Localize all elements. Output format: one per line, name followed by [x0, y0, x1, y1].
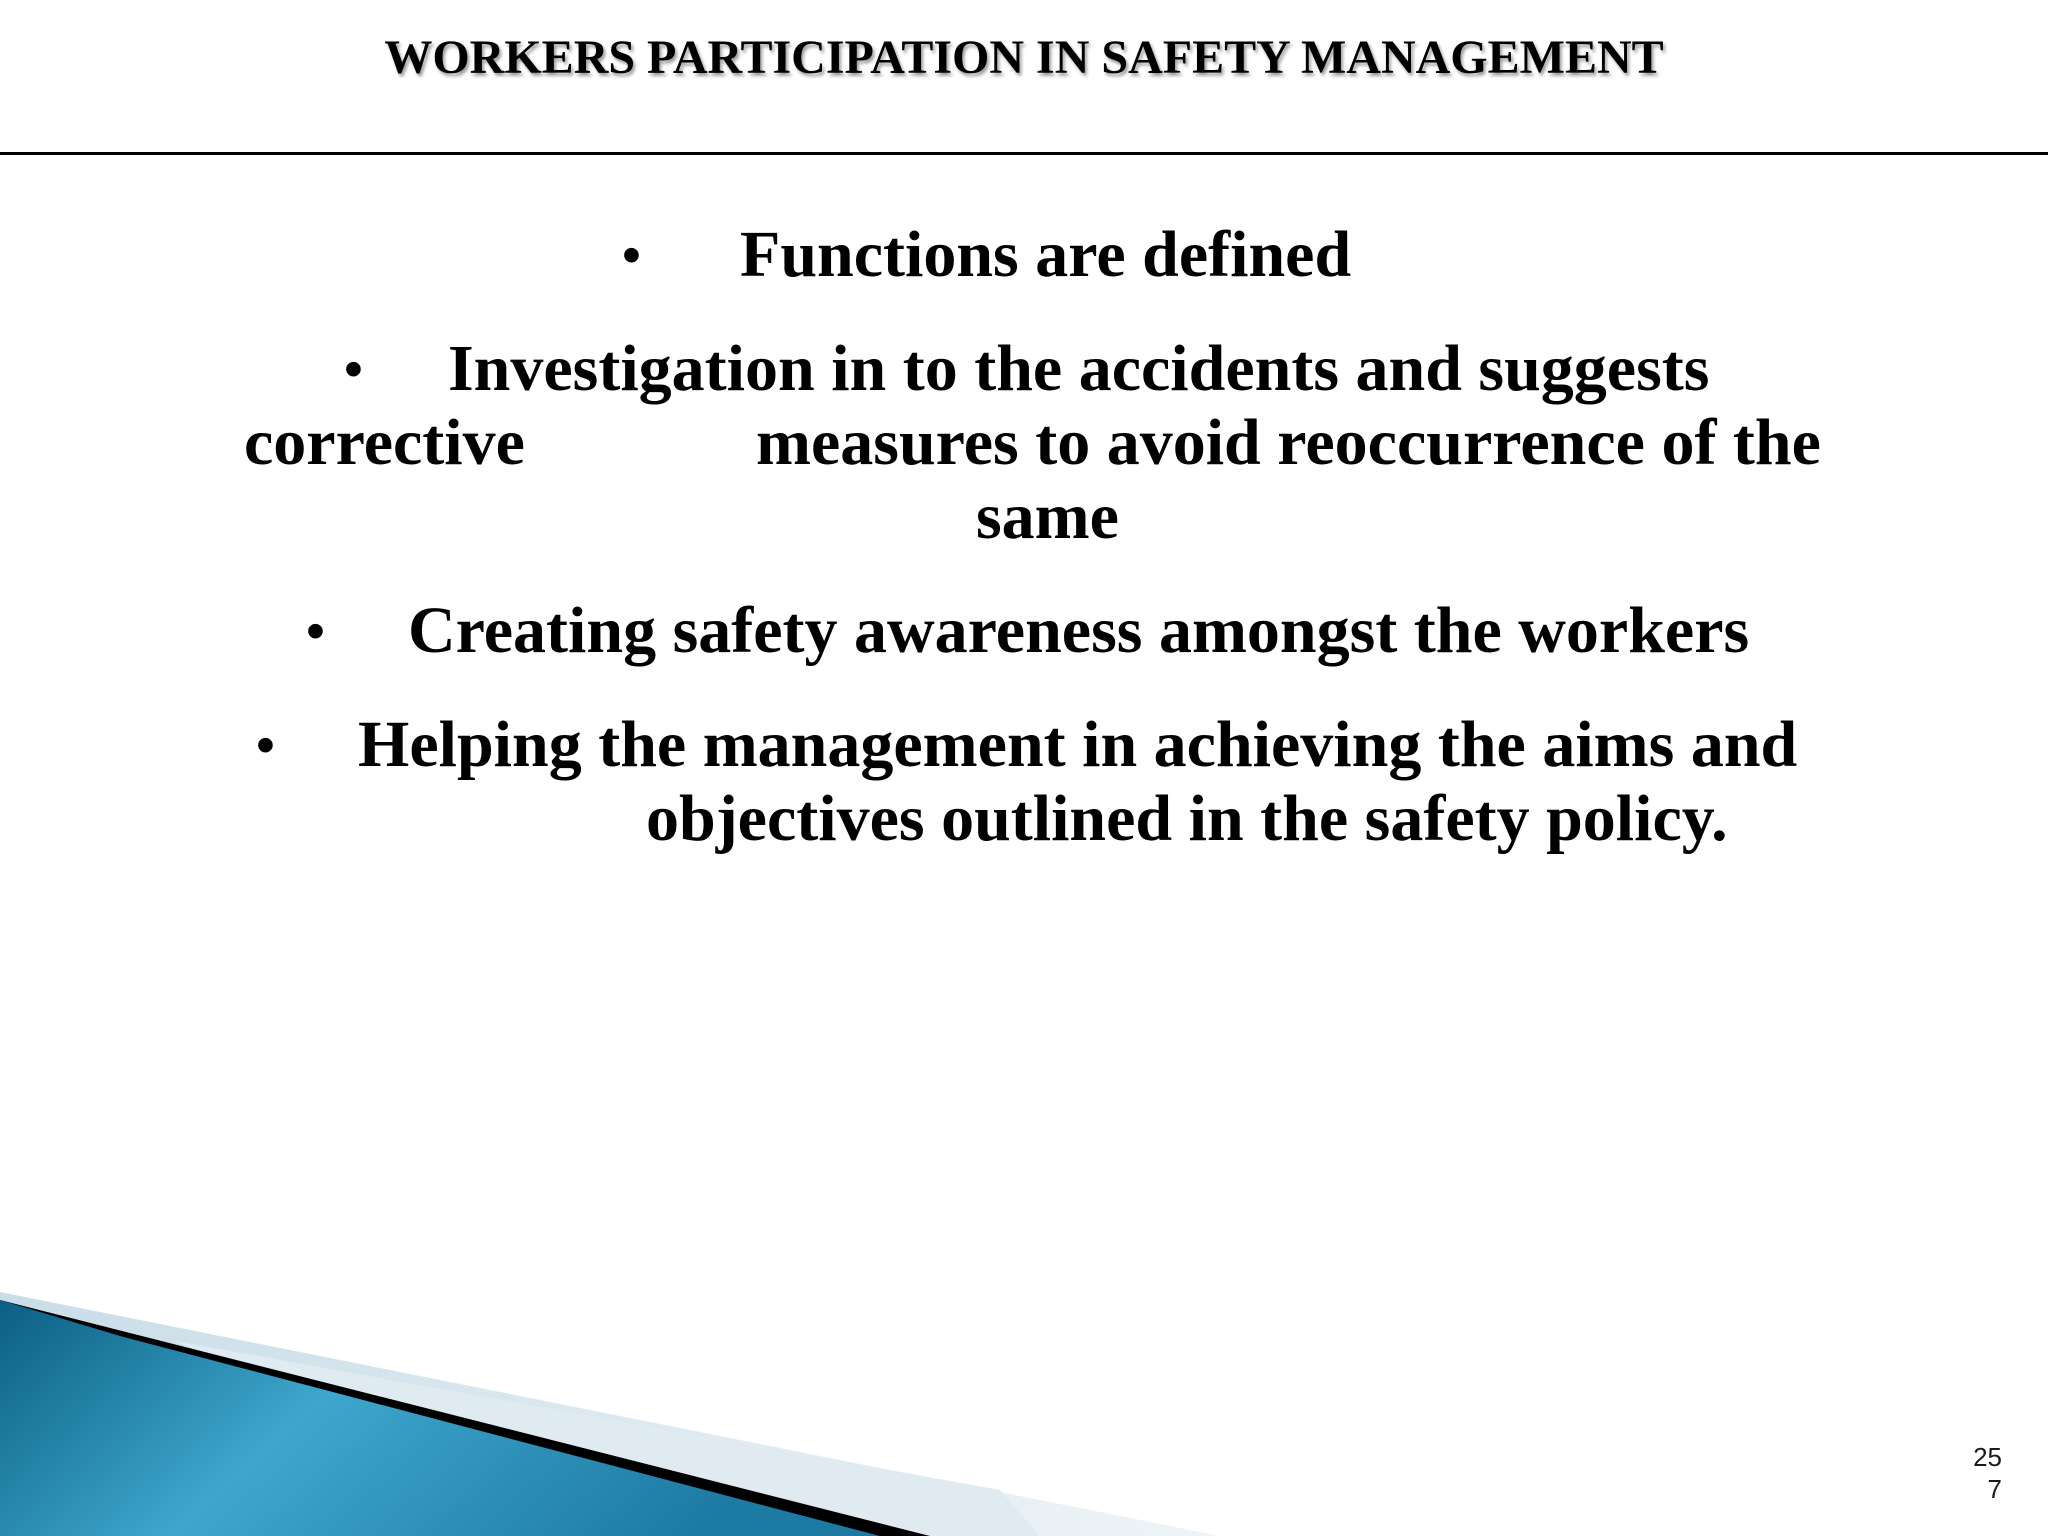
- page-number-line-1: 25: [1973, 1442, 2002, 1472]
- bullet-icon: •: [306, 601, 325, 661]
- bullet-text: Creating safety awareness amongst the workers: [408, 594, 1750, 667]
- bullet-text: Functions are defined: [740, 218, 1352, 291]
- bullet-text: Investigation in to the accidents and suggests: [448, 332, 1710, 405]
- bullet-icon: •: [622, 225, 641, 285]
- bullet-icon: •: [256, 715, 275, 775]
- bullet-text: corrective: [244, 406, 525, 479]
- bullet-icon: •: [344, 339, 363, 399]
- bullet-text: same: [976, 480, 1119, 553]
- page-number: [1973, 1441, 2002, 1505]
- bullet-text: objectives outlined in the safety policy.: [646, 782, 1728, 855]
- bullet-text: measures to avoid reoccurrence of the: [756, 406, 1821, 479]
- bullet-text: Helping the management in achieving the aims and: [358, 708, 1798, 781]
- slide-title: WORKERS PARTICIPATION IN SAFETY MANAGEMENT: [384, 31, 1664, 84]
- page-number-line-2: 7: [1987, 1474, 2002, 1504]
